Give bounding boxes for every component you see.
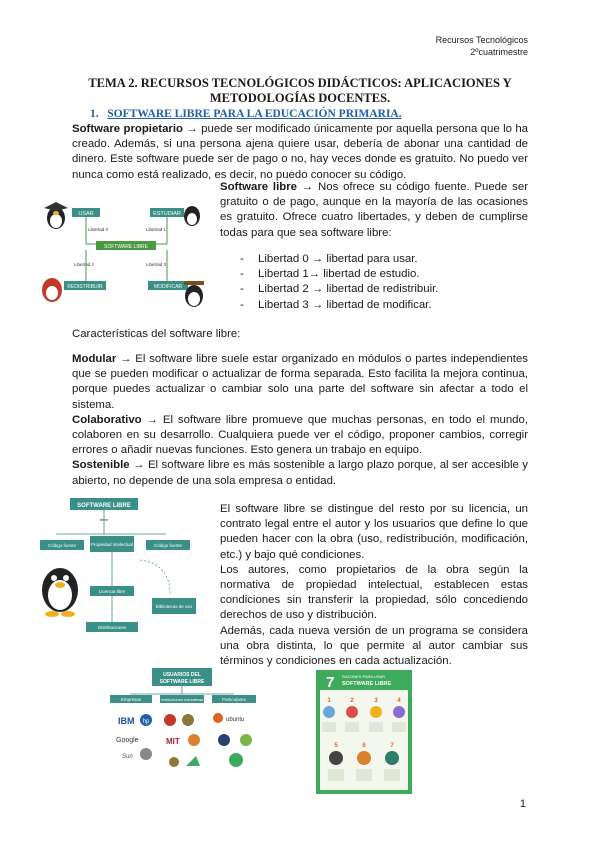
label-software-libre-center: SOFTWARE LIBRE [104,244,148,250]
characteristics-intro: Características del software libre: [72,328,241,340]
reason-icon [357,751,371,765]
label-licencia-libre: Licencia libre [98,589,126,594]
text-sostenible: → El software libre es más sostenible a largo plazo porque, al ser accesible y abierto, no depende de una sola empresa o entidad. [72,459,528,487]
title-line-2: METODOLOGÍAS DOCENTES. [209,91,391,105]
reasons-poster [316,670,412,794]
university-seal-icon [164,714,176,726]
label-propiedad: Propiedad intelectual [90,542,134,547]
logo-mit: MIT [166,737,180,746]
label-codigo-fuente-right: Código fuente [153,543,183,548]
list-item: - Libertad 2 → libertad de redistribuir. [240,282,530,297]
poster-n3: 3 [374,698,378,704]
label-estudiar: ESTUDIAR [153,211,181,217]
poster-title-2: SOFTWARE LIBRE [342,681,392,687]
label-bibliotecas: Bibliotecas de uso [155,604,193,609]
penguin-icon [184,281,204,307]
poster-title-1: RAZONES PARA USAR [342,674,386,679]
term-colaborativo: Colaborativo [72,413,142,426]
paragraph-colaborativo [72,413,528,459]
label-users-title-1: USUARIOS DEL [163,672,201,678]
reason-icon [346,706,358,718]
label-users-title-2: SOFTWARE LIBRE [159,679,205,685]
label-libertad-0: Libertad 0 [88,227,109,232]
university-seal-icon [182,714,194,726]
term-modular: Modular [72,353,117,365]
logo-hp: hp [142,719,150,725]
section-label: SOFTWARE LIBRE PARA LA EDUCACIÓN PRIMARIA. [107,108,402,120]
paragraph-modular [72,352,528,413]
page-number: 1 [519,798,526,810]
penguin-icon [42,278,62,302]
label-instituciones: Instituciones educativas [160,697,204,702]
label-libertad-3: Libertad 3 [146,262,167,267]
label-empresas: Empresas [120,697,142,702]
title-line-1: TEMA 2. RECURSOS TECNOLÓGICOS DIDÁCTICOS: APLICACIONES Y [88,76,512,90]
poster-number: 7 [326,674,335,691]
term-propietario: Software propietario [72,123,183,135]
ubuntu-icon [213,713,223,723]
label-codigo-fuente-left: Código fuente [47,543,77,548]
logo-sun: Sun [122,754,133,760]
reason-icon [393,706,405,718]
page-title [60,76,540,106]
reason-icon [370,706,382,718]
poster-n5: 5 [334,743,338,749]
logo-ubuntu: ubuntu [226,717,245,723]
poster-n6: 6 [362,743,366,749]
text-software-libre: → Nos ofrece su código fuente. Puede ser gratuito o de pago, aunque en la mayoría de las ocasiones es gratuito. Ofrece cuatro libertades, y deben de cumplirse todas para que sea software libre: [220,181,528,239]
penguin-icon [44,202,68,229]
poster-n1: 1 [327,698,331,704]
penguin-icon [184,206,200,226]
page-header [436,34,528,58]
section-heading [90,108,402,120]
university-seal-icon [169,757,179,767]
reason-icon [323,706,335,718]
debian-icon [240,734,252,746]
junta-logo-icon [186,756,200,766]
label-redistribuir: REDISTRIBUIR [67,284,103,290]
opensuse-icon [229,753,243,767]
label-tiene: tiene [99,517,109,522]
concept-map-diagram [40,494,212,644]
paragraph-propietario [72,122,528,183]
paragraph-software-libre [220,180,528,241]
freedoms-diagram [38,198,208,310]
licencia-block [220,502,528,669]
university-seal-icon [188,734,200,746]
characteristics-block [72,352,528,489]
header-term: 2ºcuatrimestre [470,47,528,57]
users-diagram [100,666,278,786]
term-software-libre: Software libre [220,181,297,193]
paragraph-licencia-1: El software libre se distingue del resto por su licencia, un contrato legal entre el autor y los usuarios que define lo que pueden hacer con la obra (uso, redistribución, modificación, etc.) y bajo qué condiciones. [220,503,528,561]
label-libertad-1: Libertad 1 [146,227,167,232]
text-propietario: → puede ser modificado únicamente por aquella persona que lo ha creado. Además, si una persona ajena quiere usar, debería de abonar una cantidad de dinero. Este software puede ser de pago o no, hay veces donde es gratuito. No puedo ver nunca como está realizado, es decir, no puedo conocer su código. [72,123,528,181]
section-number: 1. [90,108,99,120]
header-subject: Recursos Tecnológicos [435,35,528,45]
poster-n2: 2 [350,698,354,704]
penguin-mascot-icon [42,568,78,617]
list-item: - Libertad 1→ libertad de estudio. [240,267,530,282]
apple-logo-icon [140,748,152,760]
label-distribuciones: Distribuciones [97,625,127,630]
label-particulares: Particulares [222,697,246,702]
reason-icon [385,751,399,765]
label-usar: USAR [78,211,94,217]
text-modular: → El software libre suele estar organizado en módulos o partes independientes que se pueden modificar o actualizar de forma separada. Esto facilita la mejora continua, porque puedes actualizar o cambiar solo una parte del software sin afectar a todo el sistema. [72,353,528,411]
term-sostenible: Sostenible [72,459,130,472]
reason-icon [329,751,343,765]
logo-google: Google [116,737,139,744]
label-libertad-2: Libertad 2 [74,262,95,267]
text-colaborativo: → El software libre promueve que muchas personas, en todo el mundo, colaboren en su desarrollo. Cualquiera puede ver el código, proponer cambios, corregir errores o añadir nuevas funciones. Esto genera un trabajo en equipo. [72,413,528,457]
fedora-icon [218,734,230,746]
paragraph-licencia-3: Además, cada nueva versión de un programa se considera una obra distinta, lo que permite al autor cambiar sus términos y condiciones en cada actualización. [220,624,528,668]
logo-ibm: IBM [118,716,135,726]
label-modificar: MODIFICAR [153,284,183,290]
label-concept-title: SOFTWARE LIBRE [77,503,131,509]
list-item: - Libertad 3 → libertad de modificar. [240,298,530,313]
poster-n7: 7 [390,743,394,749]
paragraph-sostenible [72,458,528,488]
freedoms-list [240,252,530,313]
list-item: - Libertad 0 → libertad para usar. [240,252,530,267]
paragraph-licencia-2: Los autores, como propietarios de la obra según la normativa de propiedad intelectual, establecen estas condiciones sin transferir la propiedad, sólo concediendo derechos de uso y distribución. [220,563,528,622]
poster-n4: 4 [397,698,401,704]
